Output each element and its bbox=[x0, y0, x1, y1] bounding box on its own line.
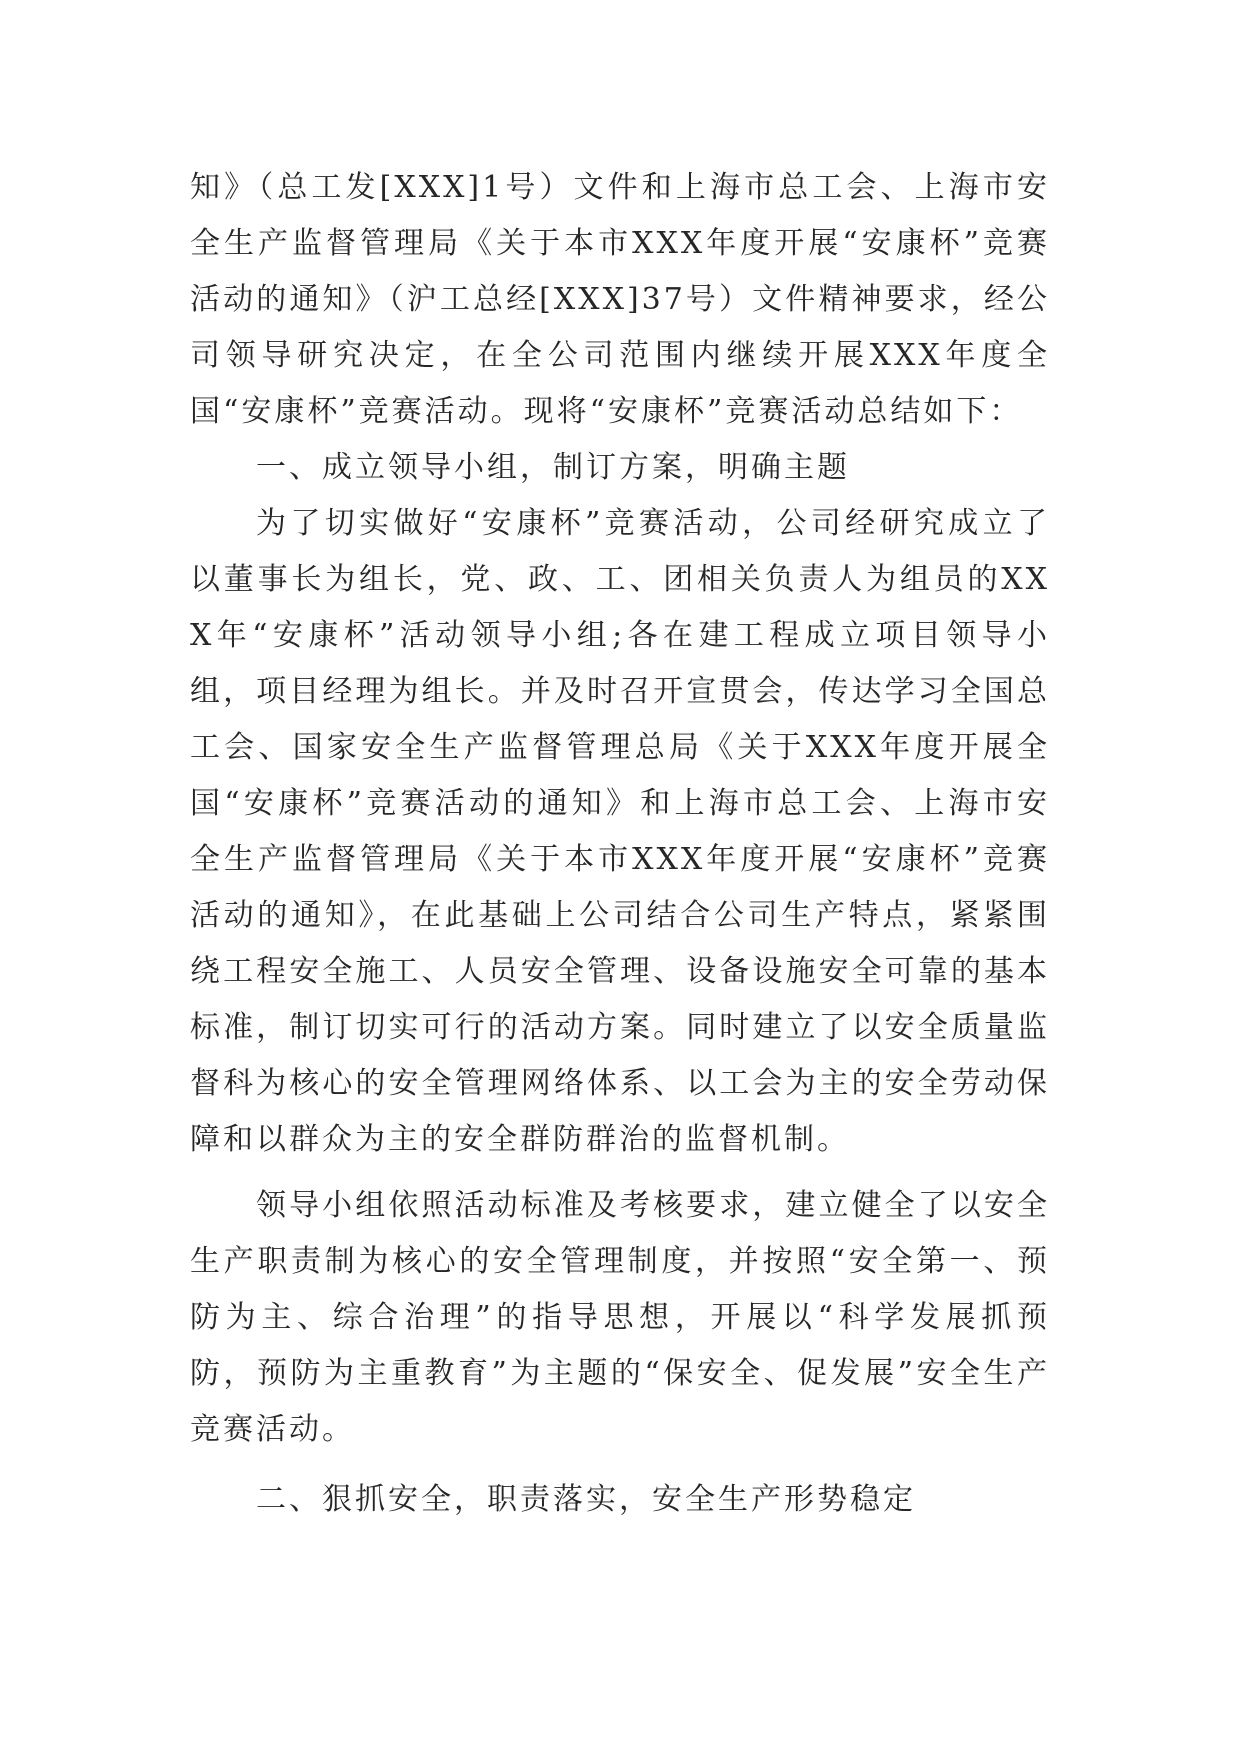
section-heading-1: 一、成立领导小组，制订方案，明确主题 bbox=[256, 450, 850, 485]
paragraph-leadership-group: 为了切实做好“安康杯”竞赛活动，公司经研究成立了以董事长为组长，党、政、工、团相关负责人为组员的XXX年“安康杯”活动领导小组;各在建工程成立项目领导小组，项目经理为组长。并及时召开宣贯会，传达学习全国总工会、国家安全生产监督管理总局《关于XXX年度开展全国“安康杯”竞赛活动的通知》和上海市总工会、上海市安全生产监督管理局《关于本市XXX年度开展“安康杯”竞赛活动的通知》，在此基础上公司结合公司生产特点，紧紧围绕工程安全施工、人员安全管理、设备设施安全可靠的基本标准，制订切实可行的活动方案。同时建立了以安全质量监督科为核心的安全管理网络体系、以工会为主的安全劳动保障和以群众为主的安全群防群治的监督机制。 bbox=[190, 506, 1050, 1157]
document-body bbox=[190, 160, 1050, 1528]
section-heading-2: 二、狠抓安全，职责落实，安全生产形势稳定 bbox=[256, 1482, 916, 1517]
paragraph-management-system: 领导小组依照活动标准及考核要求，建立健全了以安全生产职责制为核心的安全管理制度，并按照“安全第一、预防为主、综合治理”的指导思想，开展以“科学发展抓预防，预防为主重教育”为主题的“保安全、促发展”安全生产竞赛活动。 bbox=[190, 1188, 1050, 1447]
paragraph-continuation: 知》（总工发[XXX]1号）文件和上海市总工会、上海市安全生产监督管理局《关于本市XXX年度开展“安康杯”竞赛活动的通知》（沪工总经[XXX]37号）文件精神要求，经公司领导研究决定，在全公司范围内继续开展XXX年度全国“安康杯”竞赛活动。现将“安康杯”竞赛活动总结如下： bbox=[190, 170, 1050, 429]
